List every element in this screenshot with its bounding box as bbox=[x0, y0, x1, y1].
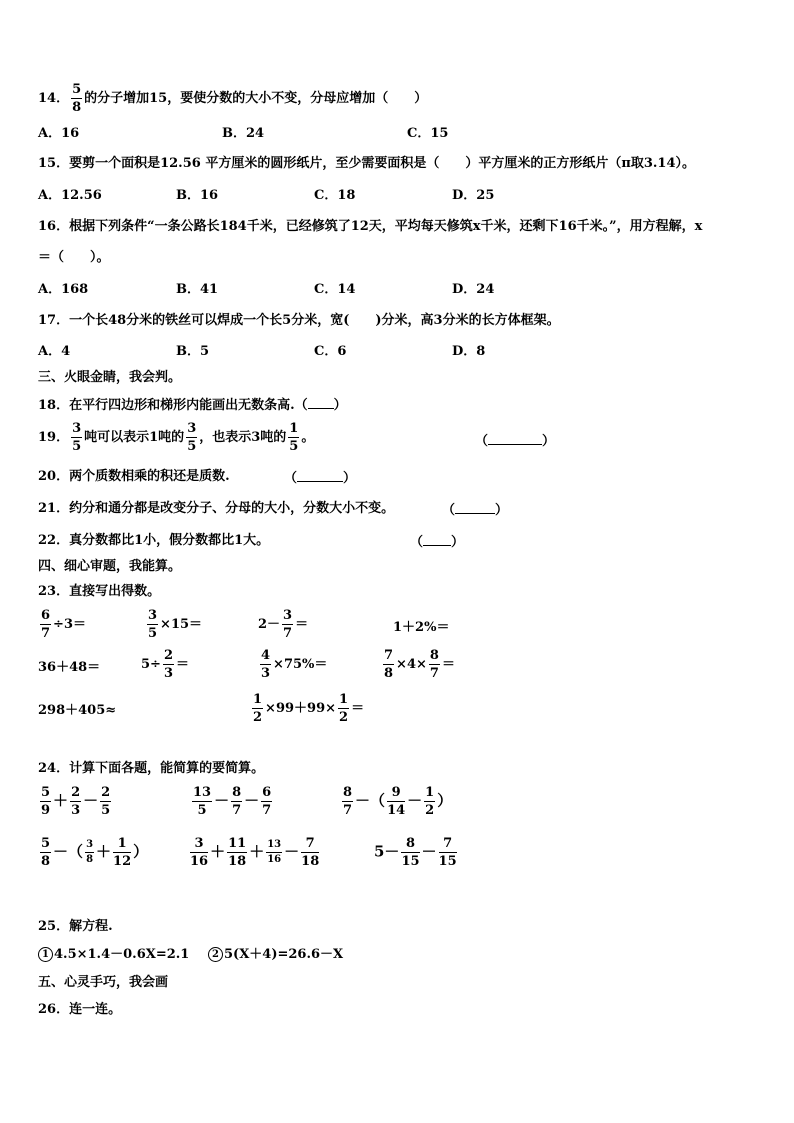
section-4-heading: 四、细心审题，我能算。 bbox=[38, 559, 182, 574]
q14-option-b: B．24 bbox=[222, 126, 265, 141]
q24-expr-f: 5－ $\frac{8}{15}$ － $\frac{7}{15}$ bbox=[374, 836, 457, 869]
q15-option-b: B．16 bbox=[176, 188, 219, 203]
q14-option-a: A．16 bbox=[38, 126, 80, 141]
q21-answer: （ ） bbox=[442, 503, 509, 518]
q24-expr-c: $\frac{8}{7}$ －（ $\frac{9}{14}$ － $\frac{1}{2}$ ） bbox=[343, 785, 453, 818]
circled-number-icon: 2 bbox=[208, 947, 223, 962]
q15-option-d: D．25 bbox=[452, 188, 495, 203]
q23-expr-2: $\frac{3}{5}$ ×15＝ bbox=[148, 608, 203, 641]
answer-blank[interactable] bbox=[488, 433, 542, 445]
fraction: $\frac{5}{8}$ bbox=[72, 82, 82, 115]
q20-text: 20．两个质数相乘的积还是质数. bbox=[38, 469, 230, 484]
q20-answer: （ ） bbox=[284, 471, 357, 486]
q19: 19． $\frac{3}{5}$ 吨可以表示1吨的 $\frac{3}{5}$ ，也表示3吨的 $\frac{1}{5}$ 。 bbox=[38, 421, 315, 454]
fraction: $\frac{1}{5}$ bbox=[289, 421, 299, 454]
q22-answer: （ ） bbox=[410, 535, 465, 550]
q23-expr-3: 2－ $\frac{3}{7}$ ＝ bbox=[258, 608, 309, 641]
q17-option-b: B．5 bbox=[176, 344, 210, 359]
answer-blank[interactable] bbox=[423, 534, 451, 546]
fraction: $\frac{3}{5}$ bbox=[187, 421, 197, 454]
q15-text: 15．要剪一个面积是12.56 平方厘米的圆形纸片，至少需要面积是（ ）平方厘米的正方形纸片（π取3.14）。 bbox=[38, 156, 696, 171]
answer-blank[interactable] bbox=[455, 502, 495, 514]
q23-expr-4: 1＋2%＝ bbox=[393, 620, 450, 635]
q23-expr-1: $\frac{6}{7}$ ÷3＝ bbox=[41, 608, 86, 641]
q16-option-a: A．168 bbox=[38, 282, 89, 297]
q25-equation-2: 2 5(X＋4)=26.6－X bbox=[208, 947, 343, 962]
q15-option-c: C．18 bbox=[314, 188, 356, 203]
q19-answer: （ ） bbox=[475, 434, 556, 449]
q24-title: 24．计算下面各题，能简算的要简算。 bbox=[38, 761, 265, 776]
q23-expr-6: 5÷ $\frac{2}{3}$ ＝ bbox=[141, 648, 190, 681]
q24-expr-d: $\frac{5}{8}$ －（ $\frac{3}{8}$ ＋ $\frac{1}{12}$ ） bbox=[41, 836, 149, 869]
q22-text: 22．真分数都比1小，假分数都比1大。 bbox=[38, 533, 270, 548]
q23-expr-5: 36＋48＝ bbox=[38, 660, 101, 675]
q21-text: 21．约分和通分都是改变分子、分母的大小，分数大小不变。 bbox=[38, 501, 395, 516]
q24-expr-a: $\frac{5}{9}$ ＋ $\frac{2}{3}$ － $\frac{2}{5}$ bbox=[41, 785, 111, 818]
q17-text: 17．一个长48分米的铁丝可以焊成一个长5分米，宽( )分米，高3分米的长方体框架。 bbox=[38, 313, 560, 328]
circled-number-icon: 1 bbox=[38, 947, 53, 962]
q16-option-b: B．41 bbox=[176, 282, 219, 297]
q16-option-c: C．14 bbox=[314, 282, 356, 297]
answer-blank[interactable] bbox=[308, 397, 334, 409]
q23-title: 23．直接写出得数。 bbox=[38, 584, 161, 599]
q17-option-d: D．8 bbox=[452, 344, 486, 359]
q17-option-c: C．6 bbox=[314, 344, 347, 359]
question-text: 的分子增加15，要使分数的大小不变，分母应增加（ ） bbox=[84, 91, 428, 106]
q25-title: 25．解方程. bbox=[38, 919, 113, 934]
q26-title: 26．连一连。 bbox=[38, 1002, 122, 1017]
q17-option-a: A．4 bbox=[38, 344, 71, 359]
q23-expr-7: $\frac{4}{3}$ ×75%＝ bbox=[261, 648, 328, 681]
question-number: 14． bbox=[38, 91, 70, 106]
q16-text-line1: 16．根据下列条件“一条公路长184千米，已经修筑了12天，平均每天修筑x千米，还剩下16千米。”，用方程解，x bbox=[38, 219, 703, 234]
q24-expr-b: $\frac{13}{5}$ － $\frac{8}{7}$ － $\frac{6}{7}$ bbox=[193, 785, 272, 818]
q25-equation-1: 1 4.5×1.4－0.6X=2.1 bbox=[38, 947, 189, 962]
q23-expr-9: 298＋405≈ bbox=[38, 703, 117, 718]
answer-blank[interactable] bbox=[297, 470, 343, 482]
fraction: $\frac{3}{5}$ bbox=[72, 421, 82, 454]
q14-option-c: C．15 bbox=[407, 126, 449, 141]
q16-text-line2: ＝（ ）。 bbox=[38, 250, 110, 265]
q23-expr-10: $\frac{1}{2}$ ×99＋99× $\frac{1}{2}$ ＝ bbox=[253, 692, 365, 725]
q24-expr-e: $\frac{3}{16}$ ＋ $\frac{11}{18}$ ＋ $\frac{13}{16}$ － $\frac{7}{18}$ bbox=[190, 836, 320, 869]
q18: 18．在平行四边形和梯形内能画出无数条高.（ ） bbox=[38, 398, 347, 413]
section-3-heading: 三、火眼金睛，我会判。 bbox=[38, 370, 182, 385]
section-5-heading: 五、心灵手巧，我会画 bbox=[38, 975, 169, 990]
q16-option-d: D．24 bbox=[452, 282, 495, 297]
q15-option-a: A．12.56 bbox=[38, 188, 102, 203]
q14 bbox=[38, 82, 427, 115]
q23-expr-8: $\frac{7}{8}$ ×4× $\frac{8}{7}$ ＝ bbox=[384, 648, 455, 681]
